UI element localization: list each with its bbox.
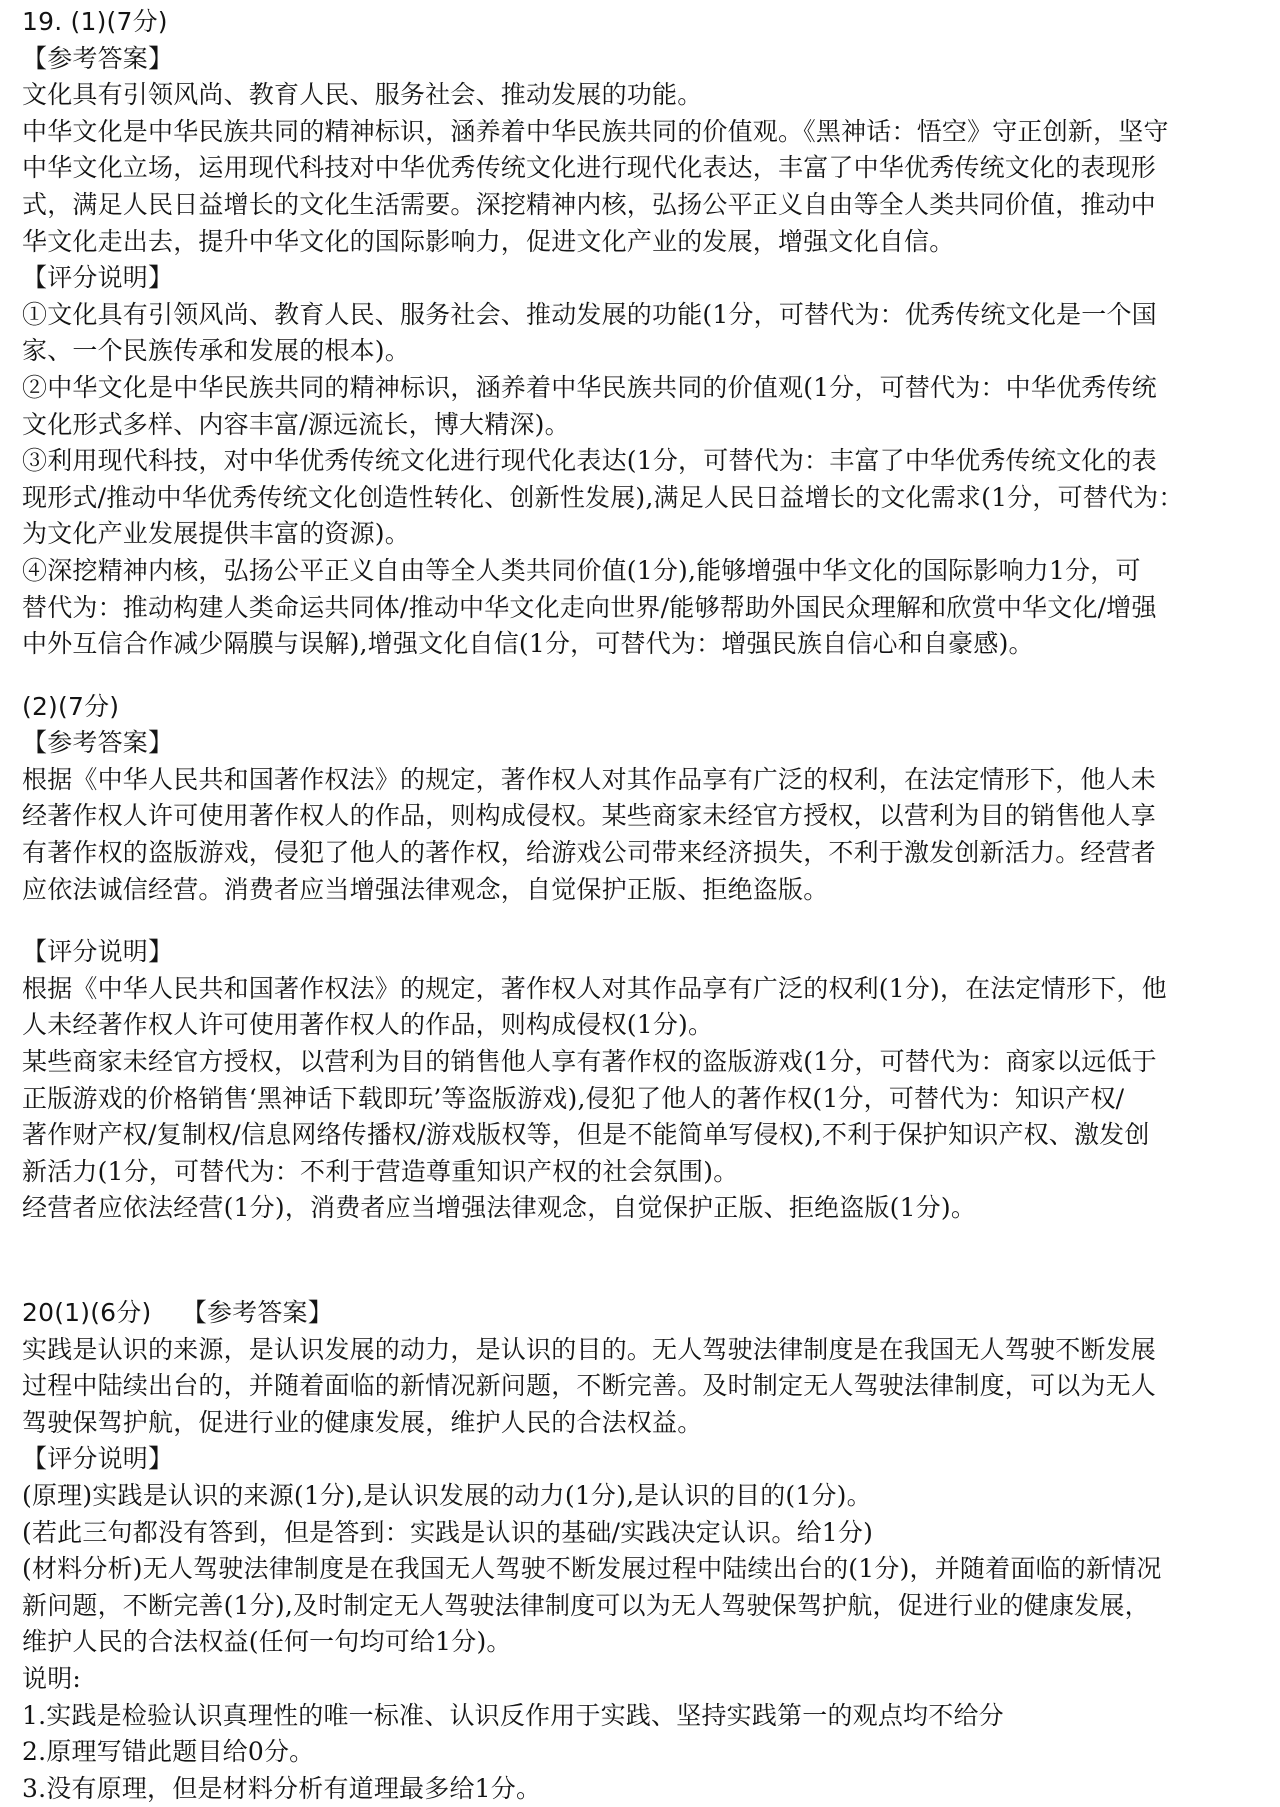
answer-line: 过程中陆续出台的，并随着面临的新情况新问题，不断完善。及时制定无人驾驶法律制度，可以为无人 [22,1371,1157,1401]
reference-answer-label: 【参考答案】 [22,43,174,73]
scoring-line: (若此三句都没有答到，但是答到：实践是认识的基础/实践决定认识。给1分) [22,1517,874,1547]
scoring-line: ②中华文化是中华民族共同的精神标识，涵养着中华民族共同的价值观(1分，可替代为：中华优秀传统 [22,372,1157,402]
scoring-line: 根据《中华人民共和国著作权法》的规定，著作权人对其作品享有广泛的权利(1分)，在法定情形下，他 [22,973,1167,1003]
scoring-line: 替代为：推动构建人类命运共同体/推动中华文化走向世界/能够帮助外国民众理解和欣赏中华文化/增强 [22,592,1157,622]
answer-line: 中华文化立场，运用现代科技对中华优秀传统文化进行现代化表达，丰富了中华优秀传统文化的表现形 [22,153,1157,183]
scoring-line: 新活力(1分，可替代为：不利于营造尊重知识产权的社会氛围)。 [22,1156,739,1186]
reference-answer-label: 【参考答案】 [181,1298,333,1327]
answer-line: 实践是认识的来源，是认识发展的动力，是认识的目的。无人驾驶法律制度是在我国无人驾驶不断发展 [22,1334,1157,1364]
section-spacer [22,1227,1266,1295]
answer-line: 根据《中华人民共和国著作权法》的规定，著作权人对其作品享有广泛的权利，在法定情形下，他人未 [22,764,1157,794]
scoring-line: 现形式/推动中华优秀传统文化创造性转化、创新性发展),满足人民日益增长的文化需求(1分，可替代为： [22,482,1184,512]
scoring-line: 正版游戏的价格销售‘黑神话下载即玩’等盗版游戏),侵犯了他人的著作权(1分，可替代为：知识产权/ [22,1083,1125,1113]
scoring-notes-label: 【评分说明】 [22,1444,174,1474]
question-heading-row [22,1295,1266,1332]
note-label: 说明: [22,1663,82,1693]
scoring-line: ③利用现代科技，对中华优秀传统文化进行现代化表达(1分，可替代为：丰富了中华优秀传统文化的表 [22,446,1157,476]
section-q20-part1 [22,1295,1266,1807]
scoring-line: 为文化产业发展提供丰富的资源)。 [22,519,410,549]
scoring-line: 新问题，不断完善(1分),及时制定无人驾驶法律制度可以为无人驾驶保驾护航，促进行业的健康发展， [22,1590,1150,1620]
section-q19-part2 [22,689,1266,1227]
note-line: 2.原理写错此题目给0分。 [22,1737,315,1767]
answer-line: 应依法诚信经营。消费者应当增强法律观念，自觉保护正版、拒绝盗版。 [22,874,829,904]
answer-line: 有著作权的盗版游戏，侵犯了他人的著作权，给游戏公司带来经济损失，不利于激发创新活力。经营者 [22,838,1157,868]
answer-line: 驾驶保驾护航，促进行业的健康发展，维护人民的合法权益。 [22,1407,703,1437]
scoring-notes-label: 【评分说明】 [22,937,174,967]
reference-answer-label: 【参考答案】 [22,728,174,758]
scoring-line: 文化形式多样、内容丰富/源远流长，博大精深)。 [22,409,570,439]
scoring-line: (材料分析)无人驾驶法律制度是在我国无人驾驶不断发展过程中陆续出台的(1分)，并随着面临的新情况 [22,1554,1162,1584]
note-line: 1.实践是检验认识真理性的唯一标准、认识反作用于实践、坚持实践第一的观点均不给分 [22,1700,1004,1730]
question-heading: 19. (1)(7分) [22,7,168,36]
scoring-line: 中外互信合作减少隔膜与误解),增强文化自信(1分，可替代为：增强民族自信心和自豪感)。 [22,629,1034,659]
section-spacer [22,663,1266,689]
scoring-line: 人未经著作权人许可使用著作权人的作品，则构成侵权(1分)。 [22,1010,714,1040]
answer-line: 中华文化是中华民族共同的精神标识，涵养着中华民族共同的价值观。《黑神话：悟空》守正创新，坚守 [22,116,1169,146]
scoring-line: ④深挖精神内核，弘扬公平正义自由等全人类共同价值(1分),能够增强中华文化的国际影响力1分，可 [22,555,1141,585]
answer-line: 华文化走出去，提升中华文化的国际影响力，促进文化产业的发展，增强文化自信。 [22,226,955,256]
scoring-line: 维护人民的合法权益(任何一句均可给1分)。 [22,1627,512,1657]
note-line: 3.没有原理，但是材料分析有道理最多给1分。 [22,1773,542,1803]
question-heading: (2)(7分) [22,691,120,721]
scoring-line: 某些商家未经官方授权，以营利为目的销售他人享有著作权的盗版游戏(1分，可替代为：商家以远低于 [22,1047,1157,1077]
scoring-line: 著作财产权/复制权/信息网络传播权/游戏版权等，但是不能简单写侵权),不利于保护知识产权、激发创 [22,1120,1150,1150]
scoring-line: 家、一个民族传承和发展的根本)。 [22,336,410,366]
question-heading: 20(1)(6分) [22,1298,152,1327]
paragraph-spacer [22,908,1266,934]
scoring-line: ①文化具有引领风尚、教育人民、服务社会、推动发展的功能(1分，可替代为：优秀传统文化是一个国 [22,299,1157,329]
answer-line: 式，满足人民日益增长的文化生活需要。深挖精神内核，弘扬公平正义自由等全人类共同价值，推动中 [22,189,1157,219]
scoring-line: 经营者应依法经营(1分)，消费者应当增强法律观念，自觉保护正版、拒绝盗版(1分)。 [22,1193,977,1223]
section-q19-part1 [22,4,1266,663]
answer-document [22,4,1266,1807]
scoring-line: (原理)实践是认识的来源(1分),是认识发展的动力(1分),是认识的目的(1分)。 [22,1480,872,1510]
answer-line: 经著作权人许可使用著作权人的作品，则构成侵权。某些商家未经官方授权，以营利为目的销售他人享 [22,801,1157,831]
answer-line: 文化具有引领风尚、教育人民、服务社会、推动发展的功能。 [22,80,703,110]
scoring-notes-label: 【评分说明】 [22,263,174,293]
